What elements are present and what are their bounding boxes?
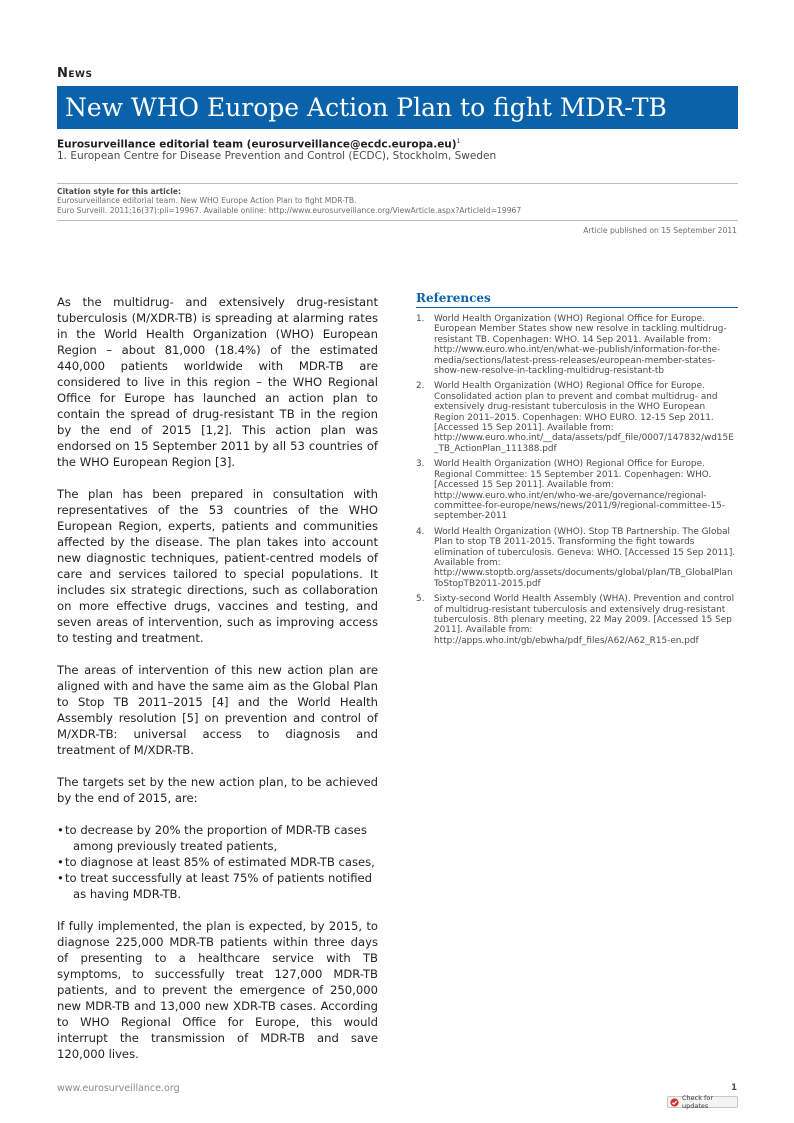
reference-number: 3. (416, 459, 425, 470)
paragraph: If fully implemented, the plan is expected, by 2015, to diagnose 225,000 MDR-TB patients within three days of presenting to a healthcare service with TB symptoms, to successfully treat 127,000 MDR-TB patients, and to prevent the emergence of 250,000 new MDR-TB and 13,000 new XDR-TB cases. According to WHO Regional Office for Europe, this would interrupt the transmission of MDR-TB and save 120,000 lives. (57, 919, 378, 1061)
reference-number: 5. (416, 594, 425, 605)
reference-item (416, 527, 738, 589)
section-label: News (57, 66, 93, 81)
paragraph: The areas of intervention of this new action plan are aligned with and have the same aim as the Global Plan to Stop TB 2011–2015 [4] and the World Health Assembly resolution [5] on prevention and control of M/XDR-TB: universal access to diagnosis and treatment of M/XDR-TB. (57, 663, 378, 757)
reference-text: World Health Organization (WHO) Regional Office for Europe. Regional Committee: 15 September 2011. Copenhagen: WHO. [Accessed 15 Sep 2011]. Available from: http://www.euro.who.int/en/who-we-are/governance/regional-committee-for-europe/news/news/2011/9/regional-committee-15-september-2011 (434, 459, 725, 522)
citation-line: Eurosurveillance editorial team. New WHO Europe Action Plan to fight MDR-TB. (57, 196, 357, 206)
divider (57, 220, 738, 221)
list-item-text: to decrease by 20% the proportion of MDR-TB cases among previously treated patients, (65, 823, 367, 853)
authors: Eurosurveillance editorial team (eurosurveillance@ecdc.europa.eu) (57, 138, 457, 151)
targets-list (57, 822, 378, 902)
author-line (57, 138, 460, 151)
list-item (57, 854, 378, 870)
paragraph: The plan has been prepared in consultation with representatives of the 53 countries of the WHO European Region, experts, patients and communities affected by the disease. The plan takes into account new diagnostic techniques, patient-centred models of care and services tailored to special populations. It includes six strategic directions, such as collaboration on more effective drugs, vaccines and testing, and seven areas of intervention, such as improving access to testing and treatment. (57, 487, 378, 645)
author-affiliation-mark: 1 (456, 138, 461, 145)
reference-item (416, 459, 738, 521)
bullet-icon: • (57, 823, 64, 837)
affiliation: 1. European Centre for Disease Prevention and Control (ECDC), Stockholm, Sweden (57, 150, 497, 162)
published-date: Article published on 15 September 2011 (583, 226, 737, 235)
reference-text: World Health Organization (WHO) Regional Office for Europe. European Member States show new resolve in tackling multidrug-resistant TB. Copenhagen: WHO. 14 Sep 2011. Available from: http://www.euro.who.int/en/what-we-publish/information-for-the-media/sections/latest-press-releases/european-member-states-show-new-resolve-in-tackling-multidrug-resistant-tb (434, 314, 727, 377)
reference-text: Sixty-second World Health Assembly (WHA). Prevention and control of multidrug-resistant tuberculosis and extensively drug-resistant tuberculosis. 8th plenary meeting, 22 May 2009. [Accessed 15 Sep 2011]. Available from: http://apps.who.int/gb/ebwha/pdf_files/A62/A62_R15-en.pdf (434, 594, 735, 646)
list-item-text: to diagnose at least 85% of estimated MDR-TB cases, (65, 855, 375, 869)
reference-item (416, 314, 738, 376)
citation-line: Euro Surveill. 2011;16(37):pii=19967. Available online: http://www.eurosurveillance.org/ViewArticle.aspx?ArticleId=19967 (57, 205, 522, 215)
reference-text: World Health Organization (WHO) Regional Office for Europe. Consolidated action plan to prevent and combat multidrug- and extensively drug-resistant tuberculosis in the WHO European Region 2011–2015. Copenhagen: WHO EURO. 12-15 Sep 2011. [Accessed 15 Sep 2011]. Available from: http://www.euro.who.int/__data/assets/pdf_file/0007/147832/wd15E_TB_ActionPlan_111388.pdf (434, 381, 734, 454)
references-heading: References (416, 291, 738, 308)
paragraph: As the multidrug- and extensively drug-resistant tuberculosis (M/XDR-TB) is spreading at alarming rates in the World Health Organization (WHO) European Region – about 81,000 (18.4%) of the estimated 440,000 patients worldwide with MDR-TB are considered to live in this region – the WHO Regional Office for Europe has launched an action plan to contain the spread of drug-resistant TB in the region by the end of 2015 [1,2]. This action plan was endorsed on 15 September 2011 by all 53 countries of the WHO European Region [3]. (57, 295, 378, 469)
crossmark-icon (670, 1098, 679, 1107)
footer-website: www.eurosurveillance.org (57, 1083, 180, 1094)
reference-item (416, 381, 738, 454)
reference-text: World Health Organization (WHO). Stop TB Partnership. The Global Plan to stop TB 2011-2015. Transforming the fight towards elimination of tuberculosis. Geneva: WHO. [Accessed 15 Sep 2011]. Available from: http://www.stoptb.org/assets/documents/global/plan/TB_GlobalPlanToStopTB2011-2015.pdf (434, 526, 736, 589)
reference-number: 1. (416, 314, 425, 324)
check-for-updates-label: Check for updates (682, 1094, 713, 1110)
reference-item (416, 594, 738, 646)
divider (57, 183, 738, 184)
list-item (57, 870, 378, 902)
article-body (57, 294, 378, 1078)
check-for-updates-button[interactable] (667, 1096, 738, 1108)
list-item (57, 822, 378, 854)
citation-heading: Citation style for this article: (57, 187, 182, 196)
page-number: 1 (731, 1083, 737, 1093)
citation-block (57, 187, 738, 215)
references-section (416, 291, 738, 651)
article-title: New WHO Europe Action Plan to fight MDR-TB (65, 93, 667, 122)
reference-number: 2. (416, 381, 425, 392)
list-item-text: to treat successfully at least 75% of patients notified as having MDR-TB. (65, 871, 372, 901)
title-banner (57, 86, 738, 129)
reference-number: 4. (416, 526, 425, 537)
bullet-icon: • (57, 855, 64, 869)
paragraph: The targets set by the new action plan, to be achieved by the end of 2015, are: (57, 775, 378, 805)
bullet-icon: • (57, 871, 64, 885)
